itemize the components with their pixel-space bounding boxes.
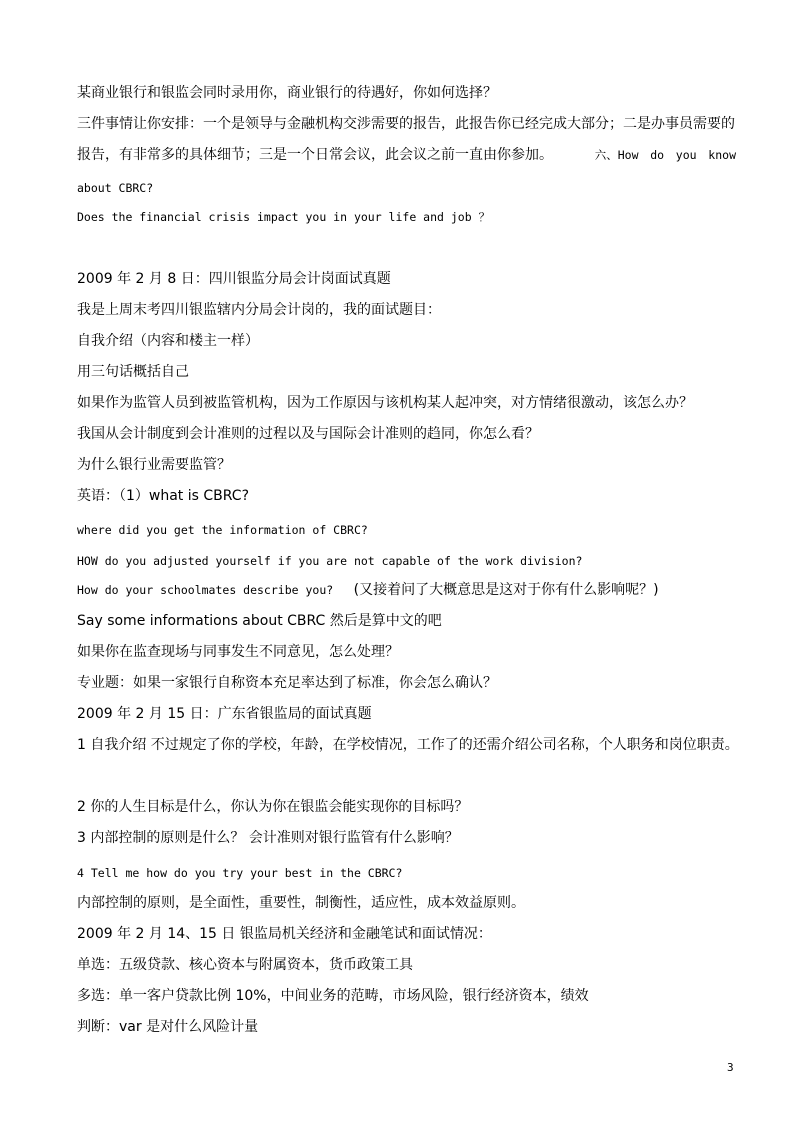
paragraph-line: Does the financial crisis impact you in your life and job ？ (77, 210, 491, 224)
paragraph-line: 自我介绍（内容和楼主一样） (77, 333, 259, 349)
page-number: 3 (727, 1061, 734, 1074)
paragraph-line: 为什么银行业需要监管？ (77, 457, 231, 473)
paragraph-text: do (650, 148, 665, 162)
paragraph-text: (又接着问了大概意思是这对于你有什么影响呢？) (353, 582, 659, 598)
paragraph-line: 专业题：如果一家银行自称资本充足率达到了标准，你会怎么确认？ (77, 675, 497, 691)
paragraph-text: 六、How (594, 148, 639, 162)
section-heading: 2009 年 2 月 15 日：广东省银监局的面试真题 (77, 706, 372, 722)
paragraph-line: 多选：单一客户贷款比例 10%，中间业务的范畴，市场风险，银行经济资本，绩效 (77, 988, 589, 1004)
paragraph-text: you (675, 148, 697, 162)
paragraph-line: 内部控制的原则，是全面性，重要性，制衡性，适应性，成本效益原则。 (77, 895, 525, 911)
paragraph-line: 用三句话概括自己 (77, 364, 189, 380)
paragraph-line: about CBRC? (77, 181, 154, 195)
paragraph-line: 1 自我介绍 不过规定了你的学校，年龄，在学校情况，工作了的还需介绍公司名称，个人职务和岗位职责。 (77, 737, 739, 753)
paragraph-line: 如果你在监查现场与同事发生不同意见，怎么处理？ (77, 644, 399, 660)
paragraph-line: 三件事情让你安排：一个是领导与金融机构交涉需要的报告，此报告你已经完成大部分；二是办事员需要的 (77, 116, 735, 132)
paragraph-line: where did you get the information of CBRC? (77, 523, 368, 537)
section-heading: 2009 年 2 月 8 日：四川银监分局会计岗面试真题 (77, 271, 391, 287)
paragraph-text: 报告，有非常多的具体细节；三是一个日常会议，此会议之前一直由你参加。 (77, 147, 553, 163)
paragraph-line: 我是上周末考四川银监辖内分局会计岗的，我的面试题目： (77, 302, 441, 318)
paragraph-line (77, 145, 736, 165)
paragraph-text: How do your schoolmates describe you? (77, 583, 334, 597)
paragraph-line: 英语：（1）what is CBRC? (77, 488, 249, 504)
paragraph-line: 如果作为监管人员到被监管机构，因为工作原因与该机构某人起冲突，对方情绪很激动，该怎么办？ (77, 395, 693, 411)
paragraph-line: 我国从会计制度到会计准则的过程以及与国际会计准则的趋同，你怎么看？ (77, 426, 539, 442)
paragraph-line: 4 Tell me how do you try your best in the CBRC? (77, 866, 403, 880)
paragraph-line: HOW do you adjusted yourself if you are not capable of the work division? (77, 554, 583, 568)
paragraph-line: 单选：五级贷款、核心资本与附属资本，货币政策工具 (77, 957, 413, 973)
paragraph-line: 某商业银行和银监会同时录用你，商业银行的待遇好，你如何选择？ (77, 85, 497, 101)
paragraph-line: 2 你的人生目标是什么，你认为你在银监会能实现你的目标吗？ (77, 799, 469, 815)
section-heading: 2009 年 2 月 14、15 日 银监局机关经济和金融笔试和面试情况： (77, 926, 492, 942)
paragraph-line: 3 内部控制的原则是什么？ 会计准则对银行监管有什么影响？ (77, 830, 459, 846)
paragraph-line: Say some informations about CBRC 然后是算中文的吧 (77, 613, 442, 629)
paragraph-line (77, 580, 736, 600)
paragraph-line: 判断：var 是对什么风险计量 (77, 1019, 259, 1035)
paragraph-text: know (708, 148, 736, 162)
